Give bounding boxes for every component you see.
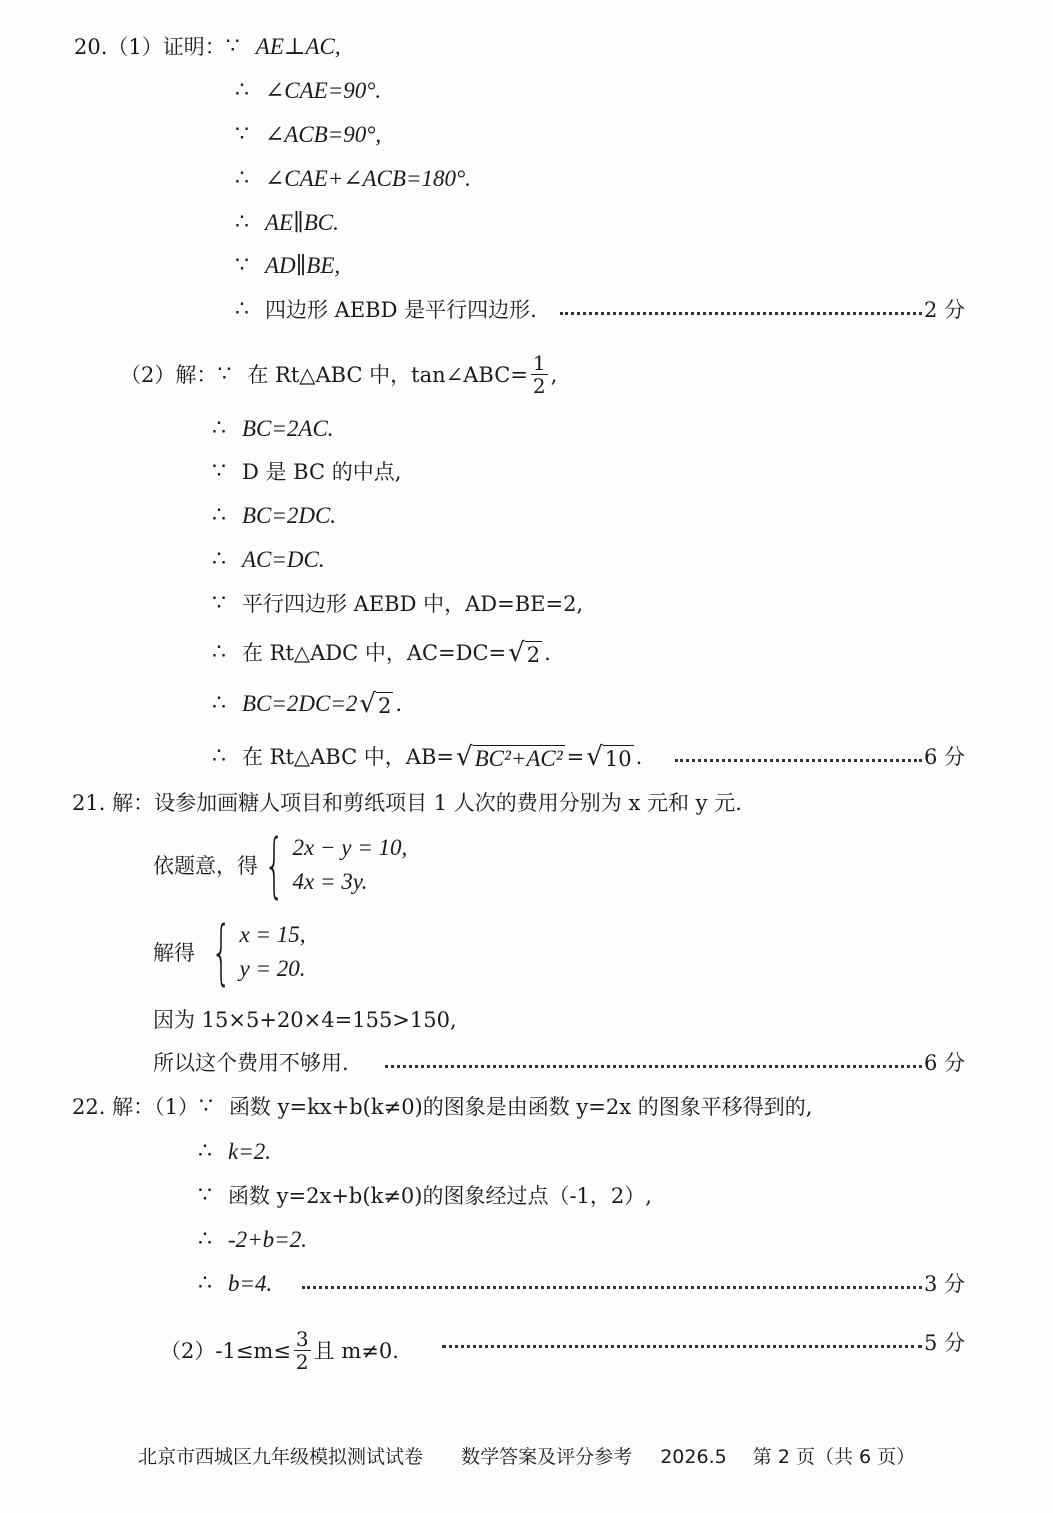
fraction-numerator: 1	[532, 351, 546, 375]
q20-p1-row	[235, 76, 381, 106]
q20-p1-line: AE⊥AC,	[255, 34, 341, 59]
q20-p1-line: 四边形 AEBD 是平行四边形.	[265, 298, 537, 322]
square-root	[586, 742, 633, 772]
q20-p1-row	[235, 208, 339, 238]
therefore-symbol: ∴	[235, 166, 249, 191]
because-symbol: ∵	[198, 1094, 213, 1119]
radicand: 2	[526, 643, 541, 667]
q20-p2-line: 在 Rt△ADC 中，AC=DC=	[242, 641, 507, 665]
therefore-symbol: ∴	[198, 1139, 212, 1164]
therefore-symbol: ∴	[212, 691, 226, 716]
q20-p2-row	[212, 414, 334, 444]
q22-line: 函数 y=kx+b(k≠0)的图象是由函数 y=2x 的图象平移得到的,	[228, 1095, 813, 1119]
score-leader	[302, 1269, 965, 1299]
equation-label: 依题意，得	[153, 854, 258, 878]
q20-label: 20.（1）证明：	[74, 35, 226, 59]
solution-system	[153, 911, 306, 993]
footer-exam: 北京市西城区九年级模拟测试试卷	[138, 1446, 424, 1468]
score-leader	[675, 742, 965, 772]
q21-because: 因为 15×5+20×4=155>150,	[153, 1008, 457, 1032]
fraction-denominator: 2	[532, 374, 546, 398]
fraction	[531, 352, 548, 397]
therefore-symbol: ∴	[212, 744, 226, 769]
because-symbol: ∵	[235, 122, 249, 147]
q22-row	[198, 1225, 307, 1255]
q20-p1-line: ∠CAE=90°.	[265, 78, 382, 103]
dotted-leader	[385, 1065, 922, 1068]
q20-p2-label: （2）解：	[120, 362, 218, 387]
fraction-denominator: 2	[295, 1350, 309, 1374]
q21-label: 21. 解：	[72, 791, 155, 815]
solution-label: 解得	[153, 941, 195, 965]
because-symbol: ∵	[225, 34, 240, 59]
q20-p1-row	[235, 164, 471, 194]
radicand: 2	[377, 694, 392, 718]
square-root	[456, 742, 565, 772]
therefore-symbol: ∴	[235, 297, 249, 322]
solution-row: y = 20.	[239, 956, 306, 981]
q20-p2-line: AC=DC.	[242, 547, 325, 572]
because-symbol: ∵	[212, 459, 226, 484]
q20-p2-line: BC=2DC=2	[242, 691, 358, 716]
q22-row	[198, 1269, 272, 1299]
score-leader	[560, 295, 965, 325]
q22-label: 22. 解：（1）	[72, 1095, 199, 1119]
footer-page: 第 2 页（共 6 页）	[752, 1446, 916, 1468]
q20-p1-line: AE∥BC.	[265, 210, 339, 235]
q20-p2-line: 在 Rt△ABC 中，tan∠ABC=	[247, 362, 528, 387]
page-footer	[138, 1442, 915, 1469]
q20-heading	[74, 32, 341, 62]
dotted-leader	[675, 759, 922, 762]
q21-conclusion: 所以这个费用不够用.	[153, 1051, 349, 1075]
q20-p2-heading	[120, 352, 557, 397]
therefore-symbol: ∴	[235, 210, 249, 235]
score-label: 6 分	[923, 1051, 965, 1075]
q22-p2-tail: 且 m≠0.	[313, 1338, 399, 1363]
equation-row: 4x = 3y.	[292, 869, 368, 894]
score-leader	[442, 1328, 965, 1358]
radical-sign: √	[586, 742, 603, 772]
dotted-leader	[560, 312, 922, 315]
fraction	[294, 1328, 311, 1373]
q20-p2-line: 在 Rt△ABC 中，AB=	[242, 745, 454, 769]
q22-line: 函数 y=2x+b(k≠0)的图象经过点（-1，2）,	[228, 1184, 652, 1208]
because-symbol: ∵	[217, 361, 232, 387]
therefore-symbol: ∴	[198, 1227, 212, 1252]
therefore-symbol: ∴	[212, 640, 226, 665]
radical-sign: √	[508, 638, 525, 668]
q22-heading	[72, 1092, 812, 1122]
square-root	[359, 689, 393, 719]
q20-p1-row	[235, 251, 340, 281]
q22-line: k=2.	[228, 1139, 271, 1164]
q20-p1-line: ∠CAE+∠ACB=180°.	[265, 166, 471, 191]
q22-p2	[160, 1328, 399, 1373]
score-label: 6 分	[923, 745, 965, 769]
therefore-symbol: ∴	[198, 1271, 212, 1296]
q20-p2-row: ∴ BC=2DC=2 √ 2 .	[212, 689, 403, 719]
radical-sign: √	[456, 742, 473, 772]
q20-p2-row	[212, 457, 401, 487]
q20-p2-row	[212, 545, 325, 575]
q20-p1-row	[235, 120, 381, 150]
q20-p1-line: AD∥BE,	[265, 253, 341, 278]
q20-p1-line: ∠ACB=90°,	[265, 122, 382, 147]
dotted-leader	[442, 1345, 922, 1348]
therefore-symbol: ∴	[235, 78, 249, 103]
q22-line: b=4.	[228, 1271, 273, 1296]
q21-intro: 设参加画糖人项目和剪纸项目 1 人次的费用分别为 x 元和 y 元.	[154, 791, 742, 815]
q20-p2-row: ∴ 在 Rt△ADC 中，AC=DC= √ 2 .	[212, 638, 551, 668]
q20-p2-line: D 是 BC 的中点,	[242, 460, 402, 484]
left-brace-icon: {	[264, 824, 285, 906]
because-symbol: ∵	[212, 591, 226, 616]
footer-date: 2026.5	[660, 1446, 727, 1468]
q22-p2-label: （2）-1≤m≤	[160, 1338, 291, 1363]
comma: ,	[550, 362, 558, 387]
equals-sign: =	[566, 745, 585, 769]
left-brace-icon: {	[211, 911, 232, 993]
q20-p2-line: 平行四边形 AEBD 中，AD=BE=2,	[242, 592, 584, 616]
solution-row: x = 15,	[239, 922, 306, 947]
score-label: 5 分	[923, 1331, 965, 1355]
q22-line: -2+b=2.	[228, 1227, 307, 1252]
because-symbol: ∵	[235, 253, 249, 278]
score-leader	[385, 1048, 965, 1078]
system-rows	[240, 918, 306, 986]
q20-p1-row	[235, 295, 537, 325]
therefore-symbol: ∴	[212, 416, 226, 441]
q20-p2-row	[212, 589, 583, 619]
radicand: 10	[604, 747, 632, 771]
equation-row: 2x − y = 10,	[292, 835, 408, 860]
score-label: 3 分	[923, 1272, 965, 1296]
therefore-symbol: ∴	[212, 503, 226, 528]
q22-row	[198, 1181, 652, 1211]
q20-p2-row	[212, 501, 336, 531]
q20-p2-line: BC=2AC.	[242, 416, 334, 441]
equation-system	[153, 824, 408, 906]
q20-p2-row: ∴ 在 Rt△ABC 中，AB= √ BC²+AC² = √ 10 .	[212, 742, 643, 772]
radical-sign: √	[359, 689, 376, 719]
fraction-numerator: 3	[295, 1327, 309, 1351]
q21-heading	[72, 788, 742, 818]
dotted-leader	[302, 1286, 922, 1289]
score-label: 2 分	[923, 298, 965, 322]
q20-p2-line: BC=2DC.	[242, 503, 337, 528]
footer-subject: 数学答案及评分参考	[461, 1446, 633, 1468]
square-root	[508, 638, 542, 668]
radicand: BC²+AC²	[474, 746, 563, 771]
q22-row	[198, 1137, 271, 1167]
system-rows	[293, 831, 408, 899]
because-symbol: ∵	[198, 1183, 212, 1208]
therefore-symbol: ∴	[212, 547, 226, 572]
